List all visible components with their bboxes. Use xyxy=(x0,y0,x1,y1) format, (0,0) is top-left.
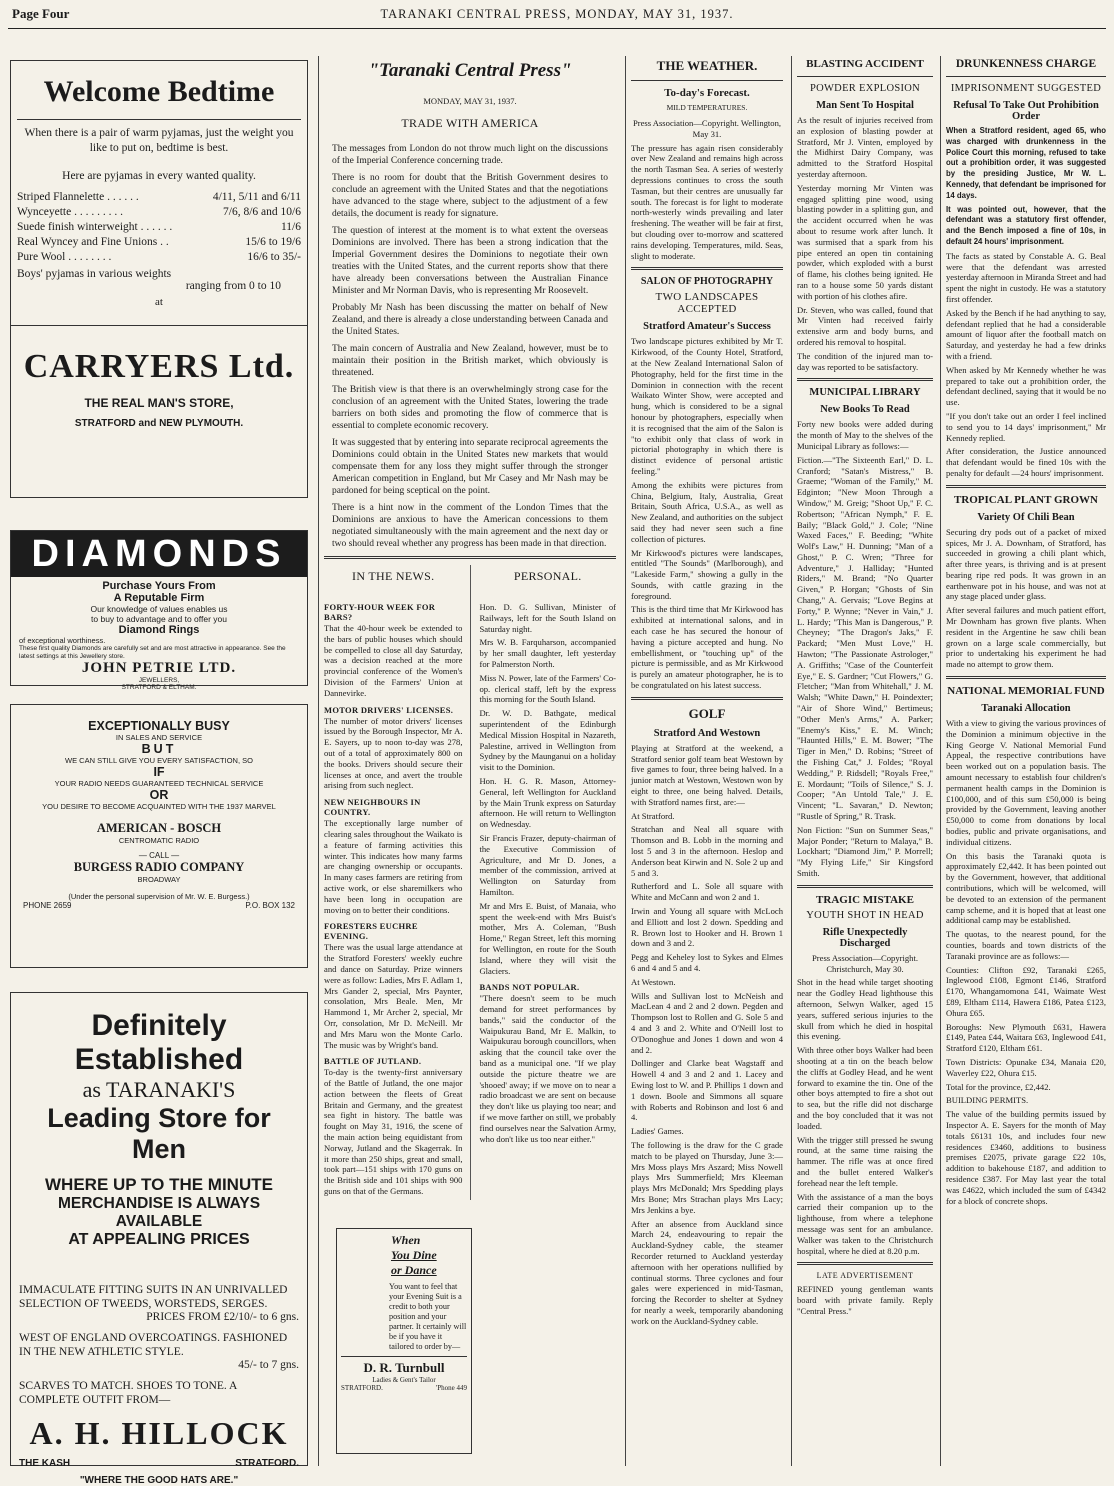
ad-hillock-l3: Leading Store for Men xyxy=(47,1103,271,1164)
ad-welcome-bedtime xyxy=(10,60,308,326)
plant-sub: Variety Of Chili Bean xyxy=(977,511,1075,523)
editorial-paragraph: The messages from London do not throw much light on the discussions of the Imperial Conference concerning trade. xyxy=(332,144,608,166)
fund-paragraph: The value of the building permits issued by Inspector A. E. Sayers for the month of May totals £6131 10s, and includes four new residences £3460, additions to business premises £2075, private garage £22 10s, addition to bakehouse £187, and addition to residence £387. For May last year the total was £4622, which included the sum of £4342 for a block of concrete shops. xyxy=(946,1109,1106,1206)
editorial-date: MONDAY, MAY 31, 1937. xyxy=(423,96,517,106)
golf-paragraph: Dollinger and Clarke beat Wagstaff and Howell 4 and 3 and 2 and 1. Lacey and Ewing lost to W. and P. Phillips 1 down and 1 down. Boole and Simmons all square with Roberts and Robinson and lost 6 and 4. xyxy=(631,1058,783,1123)
ad-hillock-p2: WEST OF ENGLAND OVERCOATINGS. FASHIONED IN THE NEW ATHLETIC STYLE. xyxy=(19,1332,288,1358)
price-item-price: 16/6 to 35/- xyxy=(247,251,301,263)
fund-paragraph: Total for the province, £2,442. xyxy=(946,1081,1051,1092)
library-paragraph: Non Fiction: "Sun on Summer Seas," Major Ponder; "Return to Malaya," B. Lockhart; "Diamond Jim," P. Morrell; "My Flying Life," Sir Kingsford Smith. xyxy=(797,824,933,878)
weather-sub: To-day's Forecast. xyxy=(664,87,750,99)
golf-paragraph: At Stratford. xyxy=(631,810,675,821)
price-item-price: 4/11, 5/11 and 6/11 xyxy=(212,191,301,203)
late-ad-head: LATE ADVERTISEMENT xyxy=(816,1271,914,1281)
personal-head: PERSONAL. xyxy=(513,569,582,583)
ad-bedtime-boys: Boys' pyjamas in various weights xyxy=(17,268,172,280)
price-item-name: Pure Wool . . . . . . . . xyxy=(17,251,112,263)
news-subhead: BATTLE OF JUTLAND. xyxy=(324,1056,422,1067)
ad-hillock-l2: as TARANAKI'S xyxy=(82,1077,236,1102)
salon-paragraph: Among the exhibits were pictures from China, Belgium, Italy, Australia, Great Britain, South Africa, U.S.A., as well as New Zealand, and authorities on the subject said they had never seen such a fine collection of pictures. xyxy=(631,479,783,544)
drunk-paragraph: After consideration, the Justice announced that defendant would be fined 10s with the penalty for default —24 hours' imprisonment. xyxy=(946,446,1106,478)
ad-hillock-l6: AT APPEALING PRICES xyxy=(68,1231,250,1248)
fund-sub: Taranaki Allocation xyxy=(981,703,1071,715)
ad-bedtime-boys-range: ranging from 0 to 10 xyxy=(185,280,281,292)
ad-radio-l7: OR xyxy=(149,788,169,802)
ad-carryers xyxy=(10,326,308,498)
news-subhead: FORESTERS EUCHRE EVENING. xyxy=(324,921,418,942)
price-row xyxy=(17,250,301,265)
drunk-paragraph: "If you don't take out an order I feel inclined to send you to 14 days' imprisonment," Mr Kennedy replied. xyxy=(946,410,1106,443)
library-sub: New Books To Read xyxy=(820,404,910,416)
weather-sub2: MILD TEMPERATURES. xyxy=(666,103,748,112)
personal-item: Mrs W. B. Farquharson, accompanied by her small daughter, left yesterday for Palmerston North. xyxy=(479,637,616,669)
ad-diamonds-band: DIAMONDS xyxy=(11,531,307,577)
blasting-paragraph: The condition of the injured man to-day was reported to be satisfactory. xyxy=(797,350,933,372)
ad-turnbull-head3: or Dance xyxy=(391,1263,437,1277)
editorial-headline: TRADE WITH AMERICA xyxy=(401,116,539,130)
tragic-paragraph: Shot in the head while target shooting near the Godley Head lighthouse this afternoon, Selwyn Walker, aged 15 years, suffered serious injuries to the skull from which he died in hospital this evening. xyxy=(797,977,933,1042)
salon-paragraph: Mr Kirkwood's pictures were landscapes, entitled "The Sounds" (Marlborough), and "Lakeside Farm," showing a gully in the Sounds, with cattle grazing in the foreground. xyxy=(631,547,783,601)
ad-hillock-name: A. H. HILLOCK xyxy=(29,1415,289,1451)
ad-diamonds-l5: Diamond Rings xyxy=(118,624,200,636)
library-paragraph: Forty new books were added during the month of May to the shelves of the Municipal Library as follows:— xyxy=(797,419,933,451)
salon-sub2: Stratford Amateur's Success xyxy=(643,321,771,333)
drunk-paragraph: The facts as stated by Constable A. G. Beal were that the defendant was arrested yesterday afternoon in Miranda Street and had spent the night in custody. He was a statutory first offender. xyxy=(946,250,1106,304)
library-head: MUNICIPAL LIBRARY xyxy=(809,387,921,399)
price-row xyxy=(17,190,301,205)
ad-hillock-p2-price: 45/- to 7 gns. xyxy=(238,1359,299,1371)
ad-diamonds-l2: A Reputable Firm xyxy=(113,592,205,604)
tragic-paragraph: With the trigger still pressed he swung round, at the same time raising the hammer. The rifle was at once fired and the bullet entered Walker's forehead near the left temple. xyxy=(797,1134,933,1188)
drunk-paragraph: When asked by Mr Kennedy whether he was prepared to take out a prohibition order, the defendant declined, saying that it would be no use. xyxy=(946,364,1106,408)
column-drunkenness xyxy=(946,56,1106,1466)
editorial-body xyxy=(324,143,616,550)
salon-paragraph: This is the third time that Mr Kirkwood has exhibited at international salons, and in each case he has secured the honour of having a picture accepted and hung. No embellishment, or "touching up" of the picture is permissible, and as Mr Kirkwood is purely an amateur photographer, he is to be congratulated on his latest success. xyxy=(631,604,783,691)
news-subhead: NEW NEIGHBOURS IN COUNTRY. xyxy=(324,797,421,818)
bands-text: "There doesn't seem to be much demand for street performances by bands," said the conductor of the Waipukurau Band, Mr E. Malkin, to Waipukurau borough councillors, when asking that the council take over the band as a municipal one. "If we play outside the picture theatre we are 'shooed' away; if we move on to near a radio broadcast we are sent on because they don't like us playing too near; and if we move farther on still, we probably find ourselves near the Salvation Army, who don't like us too near either." xyxy=(479,993,616,1144)
news-head: IN THE NEWS. xyxy=(352,569,435,583)
golf-paragraph: Irwin and Young all square with McLoch and Elliott and lost 2 down. Spedding and R. Brown lost to Hooker and H. Brown 1 down and 3 and 2. xyxy=(631,906,783,949)
masthead xyxy=(8,4,1106,29)
editorial-paragraph: The main concern of Australia and New Zealand, however, must be to maintain their position in the British market, which obviously is threatened. xyxy=(332,344,608,378)
fund-paragraph: The quotas, to the nearest pound, for the counties, boards and town districts of the Taranaki province are as follows:— xyxy=(946,929,1106,961)
ad-radio-l4: WE CAN STILL GIVE YOU EVERY SATISFACTION, SO xyxy=(65,756,253,765)
golf-paragraph: After an absence from Auckland since March 24, endeavouring to repair the Auckland-Sydney cable, the steamer Recorder returned to Auckland yesterday afternoon with her operations nullified by continual storms. Three cyclones and four gales were experienced in mid-Tasman, forcing the Recorder to shelter at Sydney for nearly a week, temporarily abandoning work on the Auckland-Sydney cable. xyxy=(631,1218,783,1326)
fund-paragraph: Counties: Clifton £92, Taranaki £265, Inglewood £108, Egmont £146, Stratford £170, Whangamomona £41, Waimate West £89, Eltham £114, Hawera £186, Patea £123, Ohura £65. xyxy=(946,964,1106,1018)
blasting-paragraph: Yesterday morning Mr Vinten was engaged splitting pine wood, using blasting powder in a splitting gun, and the accident occurred when he was about to resume work after lunch. It was surmised that a spark from his pipe entered an open tin containing powder, which exploded with a burst of flame, his clothes being ignited. He ran to a house some 50 yards distant with portion of his clothes afire. xyxy=(797,182,933,301)
tragic-sub2: Rifle Unexpectedly Discharged xyxy=(822,926,908,949)
ad-radio-company: BURGESS RADIO COMPANY xyxy=(73,860,245,874)
tragic-paragraph: With three other boys Walker had been shooting at a tin on the beach below the cliffs at Godley Head, and he went forward to examine the tin. One of the other boys attempted to fire a shot out to sea, but the rifle did not discharge and the boy concluded that it was not loaded. xyxy=(797,1045,933,1131)
fund-paragraph: With a view to giving the various provinces of the Dominion a minimum objective in the King George V. National Memorial Fund Appeal, the respective contributions have been worked out on a population basis. The amount necessary to establish four children's permanent health camps in the Dominion is £100,000, and of this sum £50,000 is being provided by the Government, leaving another £50,000 to come from donations by local bodies, public and private organisations, and individual citizens. xyxy=(946,718,1106,847)
ad-turnbull-trade: Ladies & Gent's Tailor xyxy=(372,1376,436,1384)
column-blasting xyxy=(797,56,933,1466)
ad-hillock-town: STRATFORD. xyxy=(235,1458,299,1469)
blasting-paragraph: As the result of injuries received from an explosion of blasting powder at Stratford, Mr J. Vinten, employed by the Midhirst Dairy Company, was admitted to the Stratford Hospital yesterday afternoon. xyxy=(797,115,933,179)
ad-radio-super: (Under the personal supervision of Mr. W. E. Burgess.) xyxy=(68,892,250,901)
page-label: Page Four xyxy=(12,6,70,21)
editorial-paragraph: The British view is that there is an overwhelmingly strong case for the conclusion of an agreement with the United States, lowering the trade barriers on both sides and promoting the flow of commerce that is essential to complete economic recovery. xyxy=(332,385,608,431)
tragic-sub: YOUTH SHOT IN HEAD xyxy=(806,909,924,921)
blasting-sub: POWDER EXPLOSION xyxy=(809,83,921,94)
ad-diamonds-l6: of exceptional worthiness. xyxy=(19,636,106,645)
fund-paragraph: On this basis the Taranaki quota is approximately £2,442. It has been pointed out by the Government, however, that additional contributions, which will be welcomed, will be devoted to an extension of the permanent camp scheme, and it is hoped that at least one additional camp may be established. xyxy=(946,850,1106,926)
ad-bedtime-title: Welcome Bedtime xyxy=(43,75,275,108)
salon-head: SALON OF PHOTOGRAPHY xyxy=(640,276,774,288)
personal-item: Hon. H. G. R. Mason, Attorney-General, left Wellington for Auckland by the Main Trunk express on Saturday afternoon. He will return to Wellington on Wednesday. xyxy=(479,775,616,830)
ad-carryers-store: CARRYERS Ltd. xyxy=(23,348,295,385)
tragic-paragraph: With the assistance of a man the boys carried their companion up to the lighthouse, from where a telephone message was sent for an ambulance. Walker was taken to the Christchurch hospital, where he died at 8.20 p.m. xyxy=(797,1191,933,1256)
ad-diamonds-l7: These first quality Diamonds are carefully set and are most attractive in appearance. See the latest settings at this Jewellery store. xyxy=(19,645,286,660)
plant-head: TROPICAL PLANT GROWN xyxy=(953,493,1099,506)
ad-radio-street: BROADWAY xyxy=(137,875,181,884)
library-paragraph: Fiction.—"The Sixteenth Earl," D. L. Cranford; "Satan's Mistress," B. Graeme; "Woman of the Family," M. Edginton; "New Moon Through a Window," M. Greig; "Shoot Up," F. C. Robertson; "African Nymph," F. E. Baily; "Black Gold," J. Cole; "Nine Waxed Faces," F. Beeding; "White Wolf's Law," H. Dunning; "Man of a Ghost," P. C. Wren; "Three for Adventure," J. Halliday; "Hunted Riders," M. Brand; "No Quarter Given," P. Horgan; "Ghosts of Sin Chang," A. Gervais; "Love Begins at Forty," P. Wynne; "Never in Vain," J. L. Hardy; "This Man is Dangerous," P. Cheyney; "The Dragon's Jaks," F. Packard; "Men Must Love," H. Hawton; "The Passionate Astrologer," A. Griffiths; "Case of the Counterfeit Eye," E. S. Gardner; "Cut Flowers," G. Fletcher; "Man from Whitehall," J. M. Walsh; "White Dawn," H. Poindexter; "Air of Shore Wind," Bertimeus; "Other Men's Arms," A. Parker; "Enemy's Kiss," E. M. Winch; "Haunted Hills," E. M. Bower; "The Tiger in Men," D. Robins; "Street of the Fishing Cat," J. Foldes; "Royal Wedding," P. Ridsdell; "Royals Free," E. Mordaunt; "Toils of Silence," S. J. Cooper; "An Untold Tale," J. E. Vincent; "L. Savaran," D. Newton; "Rustle of Spring," R. Trask. xyxy=(797,454,933,822)
ad-radio-l5: IF xyxy=(153,765,165,779)
ad-diamonds-firm: JOHN PETRIE LTD. xyxy=(81,660,237,676)
ad-diamonds xyxy=(10,530,308,691)
ad-bedtime-intro: When there is a pair of warm pyjamas, just the weight you like to put on, bedtime is best. xyxy=(24,127,294,154)
ad-radio-call: — CALL — xyxy=(138,851,180,860)
ad-hillock-p1: IMMACULATE FITTING SUITS IN AN UNRIVALLED SELECTION OF TWEEDS, WORSTEDS, SERGES. xyxy=(19,1284,288,1310)
masthead-title: TARANAKI CENTRAL PRESS, MONDAY, MAY 31, 1937. xyxy=(380,7,734,21)
bands-subhead: BANDS NOT POPULAR. xyxy=(479,982,580,993)
ad-burgess-radio xyxy=(10,704,308,968)
ad-turnbull-name: D. R. Turnbull xyxy=(341,1356,467,1376)
price-item-name: Suede finish winterweight . . . . . . xyxy=(17,221,173,233)
news-text: To-day is the twenty-first anniversary of the Battle of Jutland, the one major action between the fleets of Great Britain and Germany, and the greatest sea fight in history. The battle was fought on May 31, 1916, the scene of the main action being equidistant from Norway, Jutland and the Skagerrak. In it more than 250 ships, great and small, took part—151 ships with 170 guns on the British side and 101 ships with 900 guns on that of the Germans. xyxy=(324,1067,463,1197)
blasting-paragraph: Dr. Steven, who was called, found that Mr Vinten had received fairly extensive arm and body burns, and ordered his removal to hospital. xyxy=(797,304,933,347)
editorial-paragraph: The question of interest at the moment is to what extent the overseas Dominions are involved. There has been a strong indication that the Imperial Government desires the Dominions to negotiate their own treaties with the United States, and the current reports show that there have already been conversations between the Australian Finance Minister and Mr Norman Davis, who is representing Mr Roosevelt. xyxy=(332,226,608,296)
ad-radio-brand: AMERICAN - BOSCH xyxy=(96,821,222,835)
personal-item: Hon. D. G. Sullivan, Minister of Railways, left for the South Island on Saturday night. xyxy=(479,602,616,634)
news-subhead: MOTOR DRIVERS' LICENSES. xyxy=(324,704,454,715)
column-weather xyxy=(631,56,783,1466)
price-item-price: 15/6 to 19/6 xyxy=(245,236,301,248)
ad-diamonds-trade: JEWELLERS, xyxy=(138,677,180,684)
plant-paragraph: After several failures and much patient effort, Mr Downham has grown five plants. When resident in the Argentine he saw chili bean grown on a large scale commercially, but prior to undertaking his experiment he had made no attempt to grow them. xyxy=(946,605,1106,670)
golf-paragraph: Wills and Sullivan lost to McNeish and MacLean 4 and 2 and 2 down. Pegden and Thompson lost to Rollen and G. Sole 5 and 4 and 3 and 2. White and O'Neill lost to O'Donoghue and Jones 1 down and won 4 and 2. xyxy=(631,990,783,1055)
ad-radio-phone: PHONE 2659 xyxy=(23,901,72,910)
blasting-head: BLASTING ACCIDENT xyxy=(806,58,924,70)
tragic-head: TRAGIC MISTAKE xyxy=(816,893,914,906)
news-text: The exceptionally large number of clearing sales throughout the Waikato is a feature of farming activities this winter. This indicates how many farms are changing ownership or occupants. In many cases farmers are retiring from active work, or else sharemilkers who have been long in occupation are moving on to better their conditions. xyxy=(324,818,463,915)
price-item-price: 7/6, 8/6 and 10/6 xyxy=(223,206,301,218)
salon-sub: TWO LANDSCAPES ACCEPTED xyxy=(655,291,759,316)
weather-text: The pressure has again risen considerably over New Zealand and remains high across the north Tasman Sea. A series of westerly depressions continues to cross the south Tasman, but their centres are unusually far south. The forecast is for light to moderate north-westerly winds prevailing and later freshening. The weather will be fair at first, but clouding over to-morrow and scattered rains developing. Temperatures, mild. Seas, slight to moderate. xyxy=(631,142,783,261)
golf-paragraph: Ladies' Games. xyxy=(631,1126,684,1137)
golf-sub: Stratford And Westown xyxy=(653,727,761,739)
golf-head: GOLF xyxy=(688,705,726,721)
ad-diamonds-l1: Purchase Yours From xyxy=(102,580,216,592)
drunk-lead2: It was pointed out, however, that the defendant was a statutory first offender, and the Bench imposed a fine of 10s, in default 24 hours' imprisonment. xyxy=(946,204,1106,246)
ad-hillock-p1-price: PRICES FROM £2/10/- to 6 gns. xyxy=(146,1311,299,1323)
ad-carryers-towns: STRATFORD and NEW PLYMOUTH. xyxy=(74,418,244,429)
price-item-price: 11/6 xyxy=(280,221,301,233)
ad-turnbull-head1: When xyxy=(391,1233,421,1247)
ad-diamonds-towns: STRATFORD & ELTHAM. xyxy=(121,684,197,691)
ad-bedtime-at: at xyxy=(155,296,163,308)
personal-item: Sir Francis Frazer, deputy-chairman of the Executive Commission of Agriculture, and Mr D. Jones, a member of the commission, arrived at Wellington on Saturday from Hamilton. xyxy=(479,832,616,897)
drunk-lead: When a Stratford resident, aged 65, who was charged with drunkenness in the Police Court this morning, refused to take out a prohibition order, it was suggested by the presiding Justice, Mr W. L. Kennedy, that defendant be imprisoned for 14 days. xyxy=(946,126,1106,200)
ad-radio-l8: YOU DESIRE TO BECOME ACQUAINTED WITH THE 1937 MARVEL xyxy=(42,802,276,811)
tragic-dateline: Press Association—Copyright. Christchurch, May 30. xyxy=(812,952,918,974)
editorial-paragraph: There is no room for doubt that the British Government desires to conclude an agreement with the United States and that the negotiations have advanced to the stage where, subject to the adjustment of a few details, the document is ready for signature. xyxy=(332,173,608,219)
personal-column xyxy=(479,565,616,1200)
ad-diamonds-l4: to buy to advantage and to offer you xyxy=(91,614,227,624)
price-row xyxy=(17,205,301,220)
golf-paragraph: Rutherford and L. Sole all square with White and McCann and won 2 and 1. xyxy=(631,881,783,903)
price-row xyxy=(17,220,301,235)
ad-hillock-l1: Definitely Established xyxy=(74,1009,244,1076)
drunk-head: DRUNKENNESS CHARGE xyxy=(955,58,1097,70)
plant-paragraph: Securing dry pods out of a packet of mixed spices, Mr J. A. Downham, of Stratford, has succeeded in growing a chili plant which, after three years, is thriving and is at present bearing ripe red pods. It was grown in an earthenware pot in his house, and was not at any stage placed under glass. xyxy=(946,526,1106,602)
drunk-paragraph: Asked by the Bench if he had anything to say, defendant replied that he had a considerable amount of liquor after the football match on Saturday, and yesterday he had a few drinks with a friend. xyxy=(946,307,1106,361)
news-text: That the 40-hour week be extended to the bars of public houses which should be compelled to close all day Saturday, was a decision reached at the more provincial conference of the Women's Division of the Farmers' Union at Dannevirke. xyxy=(324,623,463,698)
ad-carryers-tagline: THE REAL MAN'S STORE, xyxy=(84,396,234,410)
golf-paragraph: The following is the draw for the C grade match to be played on Thursday, June 3:—Mrs Moss plays Mrs Aszard; Miss Nowell plays Mrs Summerfield; Mrs Kleeman plays Mrs McDonald; Mrs Spedding plays Mrs Bone; Mrs Strachan plays Mrs Lacy; Mrs Jenkins a bye. xyxy=(631,1139,783,1215)
ad-radio-box: P.O. BOX 132 xyxy=(245,901,295,910)
editorial-paper: "Taranaki Central Press" xyxy=(368,60,572,81)
ad-bedtime-price-list xyxy=(17,190,301,265)
ad-radio-brand-sub: CENTROMATIC RADIO xyxy=(118,836,200,845)
ad-bedtime-quality: Here are pyjamas in every wanted quality. xyxy=(62,170,256,182)
fund-paragraph: Town Districts: Opunake £34, Manaia £20, Waverley £22, Ohura £15. xyxy=(946,1056,1106,1078)
salon-paragraph: Two landscape pictures exhibited by Mr T. Kirkwood, of the County Hotel, Stratford, at the New Zealand International Salon of Photography, held for the first time in the Dominion in connection with the recent Waikato Winter Show, were accepted and hung, which is considered to be a signal honour by photographers, especially when it is recognised that the aim of the Salon is "to exhibit only that class of work in pictorial photography in which there is distinct evidence of personal artistic feeling." xyxy=(631,336,783,476)
price-row xyxy=(17,235,301,250)
ad-radio-l6: YOUR RADIO NEEDS GUARANTEED TECHNICAL SERVICE xyxy=(54,779,264,788)
drunk-sub: IMPRISONMENT SUGGESTED xyxy=(950,83,1102,94)
golf-paragraph: Pegg and Keheley lost to Sykes and Elmes 6 and 4 and 5 and 4. xyxy=(631,952,783,973)
ad-hillock-kash: THE KASH xyxy=(19,1458,71,1469)
editorial-paragraph: There is a hint now in the comment of the London Times that the Dominions are anxious to have the American concessions to them negotiated simultaneously with the main agreement and the next day or two should reveal whether any progress has been made in that direction. xyxy=(332,503,608,549)
golf-paragraph: Stratchan and Neal all square with Thomson and B. Lobb in the morning and lost 5 and 3 in the afternoon. Heslop and Anderson beat Kirwin and N. Sole 2 up and 5 and 3. xyxy=(631,824,783,878)
fund-paragraph: BUILDING PERMITS. xyxy=(946,1095,1029,1106)
ad-hillock-l5: MERCHANDISE IS ALWAYS AVAILABLE xyxy=(57,1195,261,1230)
news-subhead: FORTY-HOUR WEEK FOR BARS? xyxy=(324,602,436,622)
ad-turnbull-phone: 'Phone 449 xyxy=(435,1384,467,1392)
ad-turnbull xyxy=(336,1228,472,1454)
ad-turnbull-body: You want to feel that your Evening Suit is a credit to both your position and your partner. It certainly will be if you have it tailored to order by— xyxy=(389,1282,467,1351)
ad-radio-l2: IN SALES AND SERVICE xyxy=(115,733,203,742)
ad-turnbull-head2: You Dine xyxy=(391,1248,437,1262)
price-item-name: Wynceyette . . . . . . . . . xyxy=(17,206,123,218)
ad-hillock xyxy=(10,992,308,1486)
news-text: The number of motor drivers' licenses issued by the Borough Inspector, Mr A. E. Sayers, up to noon to-day was 278, out of a total of approximately 800 on the books. Drivers should secure their licenses at once, and avert the trouble arising from such neglect. xyxy=(324,715,463,791)
ad-radio-l1: EXCEPTIONALLY BUSY xyxy=(88,719,230,733)
price-item-name: Real Wyncey and Fine Unions . . xyxy=(17,236,169,248)
late-ad-text: REFINED young gentleman wants board with private family. Reply "Central Press." xyxy=(797,1284,933,1316)
ad-diamonds-l3: Our knowledge of values enables us xyxy=(90,604,228,614)
ad-hillock-slogan: "WHERE THE GOOD HATS ARE." xyxy=(79,1475,239,1486)
editorial-paragraph: It was suggested that by entering into separate reciprocal agreements the Dominions could obtain in the United States new markets that would compensate them for any loss they might suffer through the stronger American competition in England, but Mr Casey and Mr Nash may be pardoned for being sceptical on the point. xyxy=(332,438,608,496)
weather-dateline: Press Association—Copyright. Wellington, May 31. xyxy=(632,118,782,139)
fund-head: NATIONAL MEMORIAL FUND xyxy=(947,685,1105,698)
news-text: There was the usual large attendance at the Stratford Foresters' weekly euchre and dance on Saturday. Prize winners were as follow: Ladies, Mrs F. Adlam 1, Mrs Gander 2, special, Mrs Paynter, consolation, Mrs Beale. Men, Mr Hammond 1, Mr Archer 2, special, Mr Orr, consolation, Mr D. McNeill. Mr and Mrs Maru won the Monte Carlo. The music was by Wright's band. xyxy=(324,942,463,1050)
fund-paragraph: Boroughs: New Plymouth £631, Hawera £149, Patea £44, Waitara £63, Inglewood £41, Stratford £120, Eltham £61. xyxy=(946,1021,1106,1054)
drunk-sub2: Refusal To Take Out Prohibition Order xyxy=(953,100,1099,122)
news-column xyxy=(324,565,462,1200)
golf-paragraph: Playing at Stratford at the weekend, a Stratford senior golf team beat Westown by five games to four, three being halved. In a junior match at Westown, Westown won by eight to three, one being halved. Details, with Stratford names first, are:— xyxy=(631,742,783,807)
ad-radio-l3: BUT xyxy=(141,742,177,756)
price-item-name: Striped Flannelette . . . . . . xyxy=(17,191,139,203)
ad-turnbull-town: STRATFORD. xyxy=(341,1384,383,1392)
personal-item: Dr. W. D. Bathgate, medical superintendent of the Edinburgh Medical Mission Hospital in Nazareth, Palestine, arrived in Wellington from Sydney by the Maunganui on a holiday visit to the Dominion. xyxy=(479,708,616,773)
ad-hillock-l4: WHERE UP TO THE MINUTE xyxy=(45,1175,273,1194)
personal-item: Mr and Mrs E. Buist, of Manaia, who spent the week-end with Mrs Buist's mother, Mrs A. Coleman, "Bush Home," Regan Street, left this morning for Wellington, en route for the South Island, where they will visit the Glaciers. xyxy=(479,900,616,976)
blasting-sub2: Man Sent To Hospital xyxy=(816,100,914,111)
weather-head: THE WEATHER. xyxy=(656,58,758,73)
golf-paragraph: At Westown. xyxy=(631,976,676,987)
editorial-paragraph: Probably Mr Nash has been discussing the matter on behalf of New Zealand, and there is already a close understanding between Canada and the United States. xyxy=(332,303,608,337)
personal-item: Miss N. Power, late of the Farmers' Co-op. clerical staff, left by the express this morning for the South Island. xyxy=(479,672,616,705)
ad-hillock-p3: SCARVES TO MATCH. SHOES TO TONE. A COMPLETE OUTFIT FROM— xyxy=(19,1380,237,1406)
